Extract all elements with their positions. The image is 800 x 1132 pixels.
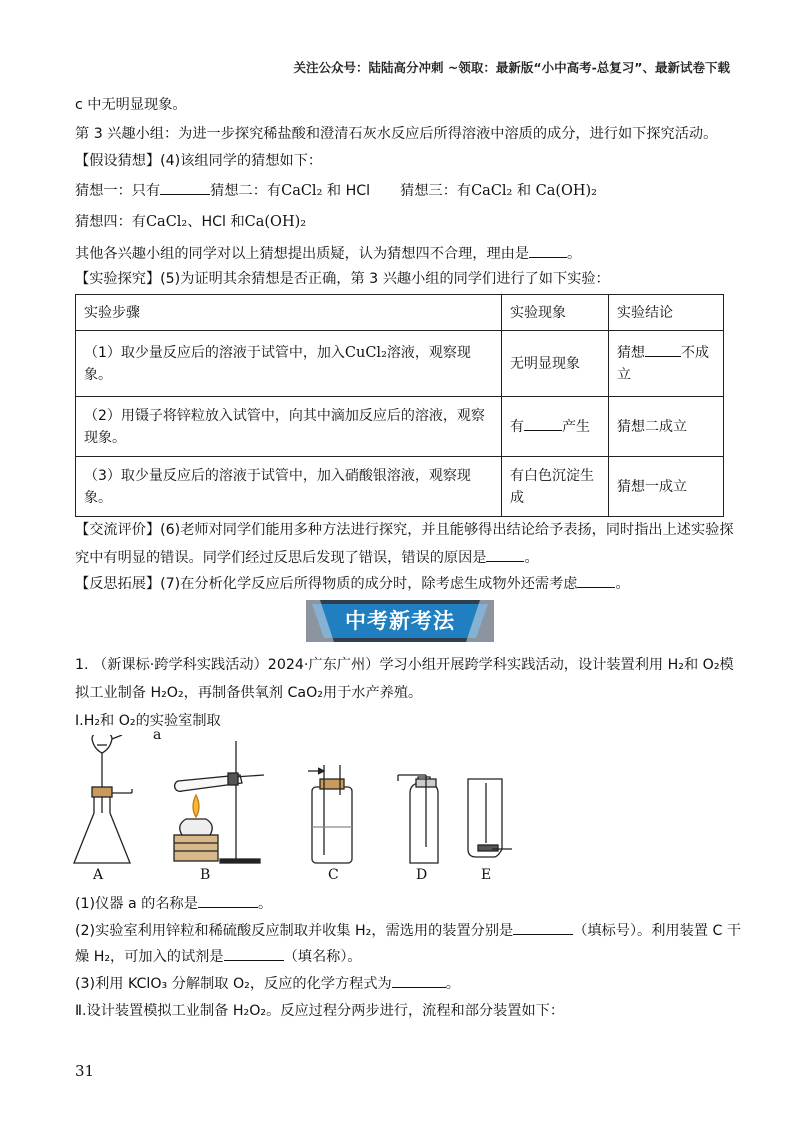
apparatus-figure bbox=[60, 727, 530, 885]
apparatus-c bbox=[308, 765, 352, 863]
text-line: 第 3 兴趣小组：为进一步探究稀盐酸和澄清石灰水反应后所得溶液中溶质的成分，进行如下探究活动。 bbox=[75, 126, 718, 142]
text-segment: 不成 bbox=[681, 344, 709, 361]
answer-blank bbox=[224, 946, 284, 961]
text-segment: 象。 bbox=[84, 489, 112, 506]
table-header: 实验步骤 bbox=[76, 295, 502, 331]
text-segment: 。 bbox=[257, 896, 273, 912]
text-segment: 产生 bbox=[562, 418, 590, 435]
page-header: 关注公众号：陆陆高分冲刺 ~领取：最新版“小中高考-总复习”、最新试卷下载 bbox=[293, 60, 730, 75]
text-segment: 【反思拓展】(7)在分析化学反应后所得物质的成分时，除考虑生成物外还需考虑 bbox=[75, 576, 578, 592]
table-cell bbox=[76, 331, 502, 397]
text-segment: 猜想 bbox=[617, 344, 645, 361]
answer-blank bbox=[513, 920, 573, 935]
page-number: 31 bbox=[75, 1062, 95, 1080]
table-row bbox=[76, 397, 724, 457]
formula: CaCl₂ bbox=[471, 183, 513, 199]
apparatus-label: C bbox=[328, 867, 339, 883]
apparatus-a bbox=[74, 735, 132, 863]
text-segment: 。 bbox=[524, 550, 539, 566]
hypothesis-2-rest: 和 HCl bbox=[322, 183, 371, 199]
text-segment: 燥 H₂，可加入的试剂是 bbox=[75, 949, 224, 965]
hypothesis-1: 猜想一：只有 bbox=[75, 183, 161, 199]
text-segment: 象。 bbox=[84, 366, 112, 383]
table-cell bbox=[76, 397, 502, 457]
table-cell bbox=[502, 397, 609, 457]
apparatus-label: A bbox=[93, 867, 104, 883]
text-line bbox=[75, 547, 539, 568]
text-segment: （2）用镊子将锌粒放入试管中，向其中滴加反应后的溶液，观察 bbox=[84, 407, 485, 424]
table-row bbox=[76, 331, 724, 397]
text-segment: （填标号）。利用装置 C 干 bbox=[573, 923, 742, 939]
text-line: 【实验探究】(5)为证明其余猜想是否正确，第 3 兴趣小组的同学们进行了如下实验： bbox=[75, 271, 610, 287]
text-segment: 。 bbox=[567, 246, 582, 262]
question-part-title: I.H₂和 O₂的实验室制取 bbox=[75, 713, 221, 729]
apparatus-label: D bbox=[416, 867, 428, 883]
text-line bbox=[75, 243, 581, 264]
sub-question bbox=[75, 973, 460, 994]
text-segment: 现象。 bbox=[84, 429, 126, 446]
text-segment: （1）取少量反应后的溶液于试管中，加入 bbox=[84, 344, 345, 361]
text-line: c 中无明显现象。 bbox=[75, 97, 187, 113]
text-segment: 有白色沉淀生 bbox=[510, 467, 594, 484]
hypothesis-3: 猜想三：有 bbox=[400, 183, 472, 199]
table-cell: 猜想二成立 bbox=[609, 397, 724, 457]
text-segment: 溶液，观察现 bbox=[386, 344, 471, 361]
answer-blank bbox=[160, 180, 210, 195]
experiment-table bbox=[75, 294, 724, 517]
text-segment: （填名称）。 bbox=[283, 949, 362, 965]
table-cell bbox=[76, 457, 502, 517]
text-segment: 究中有明显的错误。同学们经过反思后发现了错误，错误的原因是 bbox=[75, 550, 487, 566]
text-segment: 成 bbox=[510, 489, 524, 506]
sub-question bbox=[75, 893, 272, 914]
answer-blank bbox=[392, 973, 446, 988]
hypothesis-line bbox=[75, 180, 597, 201]
text-segment: 其他各兴趣小组的同学对以上猜想提出质疑，认为猜想四不合理，理由是 bbox=[75, 246, 530, 262]
answer-blank bbox=[577, 573, 615, 588]
text-line: 【假设猜想】(4)该组同学的猜想如下： bbox=[75, 153, 323, 169]
hypothesis-2: 猜想二：有 bbox=[210, 183, 282, 199]
table-header-row bbox=[76, 295, 724, 331]
text-segment: 有 bbox=[510, 418, 524, 435]
apparatus-b bbox=[174, 741, 264, 863]
table-cell bbox=[502, 457, 609, 517]
formula: CaCl₂ bbox=[145, 214, 188, 230]
sub-question bbox=[75, 946, 362, 967]
formula: CuCl₂ bbox=[344, 344, 387, 361]
hypothesis-4-mid: 、HCl 和 bbox=[187, 214, 245, 230]
hypothesis-4: 猜想四：有 bbox=[75, 214, 146, 230]
text-line bbox=[75, 573, 630, 594]
answer-blank bbox=[529, 243, 567, 258]
banner-title: 中考新考法 bbox=[345, 609, 455, 633]
table-cell: 猜想一成立 bbox=[609, 457, 724, 517]
text-segment: 立 bbox=[617, 366, 631, 383]
formula: Ca(OH)₂ bbox=[535, 183, 597, 199]
question-stem: 1. （新课标·跨学科实践活动）2024·广东广州）学习小组开展跨学科实践活动，设计装置利用 H₂和 O₂模 bbox=[75, 657, 734, 673]
apparatus-e bbox=[468, 779, 512, 857]
text-segment: (3)利用 KClO₃ 分解制取 O₂，反应的化学方程式为 bbox=[75, 976, 392, 992]
answer-blank bbox=[524, 416, 562, 431]
table-row bbox=[76, 457, 724, 517]
text-segment: （3）取少量反应后的溶液于试管中，加入硝酸银溶液，观察现 bbox=[84, 467, 471, 484]
text-segment: (1)仪器 a 的名称是 bbox=[75, 896, 198, 912]
text-segment: 。 bbox=[445, 976, 460, 992]
text-segment: 。 bbox=[615, 576, 630, 592]
question-stem: 拟工业制备 H₂O₂，再制备供氧剂 CaO₂用于水产养殖。 bbox=[75, 685, 423, 701]
section-banner bbox=[306, 598, 494, 644]
hypothesis-line bbox=[75, 212, 306, 232]
question-part-title: Ⅱ.设计装置模拟工业制备 H₂O₂。反应过程分两步进行，流程和部分装置如下： bbox=[75, 1003, 565, 1019]
formula: Ca(OH)₂ bbox=[244, 214, 307, 230]
answer-blank bbox=[486, 547, 524, 562]
apparatus-d bbox=[398, 775, 438, 863]
apparatus-a-mark: a bbox=[153, 727, 162, 743]
answer-blank bbox=[645, 342, 681, 357]
formula: CaCl₂ bbox=[281, 183, 323, 199]
sub-question bbox=[75, 920, 741, 941]
table-cell bbox=[609, 331, 724, 397]
table-header: 实验现象 bbox=[502, 295, 609, 331]
table-cell: 无明显现象 bbox=[502, 331, 609, 397]
table-header: 实验结论 bbox=[609, 295, 724, 331]
text-segment: (2)实验室利用锌粒和稀硫酸反应制取并收集 H₂，需选用的装置分别是 bbox=[75, 923, 514, 939]
answer-blank bbox=[198, 893, 258, 908]
conjunction: 和 bbox=[512, 183, 536, 199]
text-line: 【交流评价】(6)老师对同学们能用多种方法进行探究，并且能够得出结论给予表扬，同时指出上述实验探 bbox=[75, 522, 734, 538]
apparatus-label: B bbox=[200, 867, 211, 883]
apparatus-label: E bbox=[481, 867, 492, 883]
